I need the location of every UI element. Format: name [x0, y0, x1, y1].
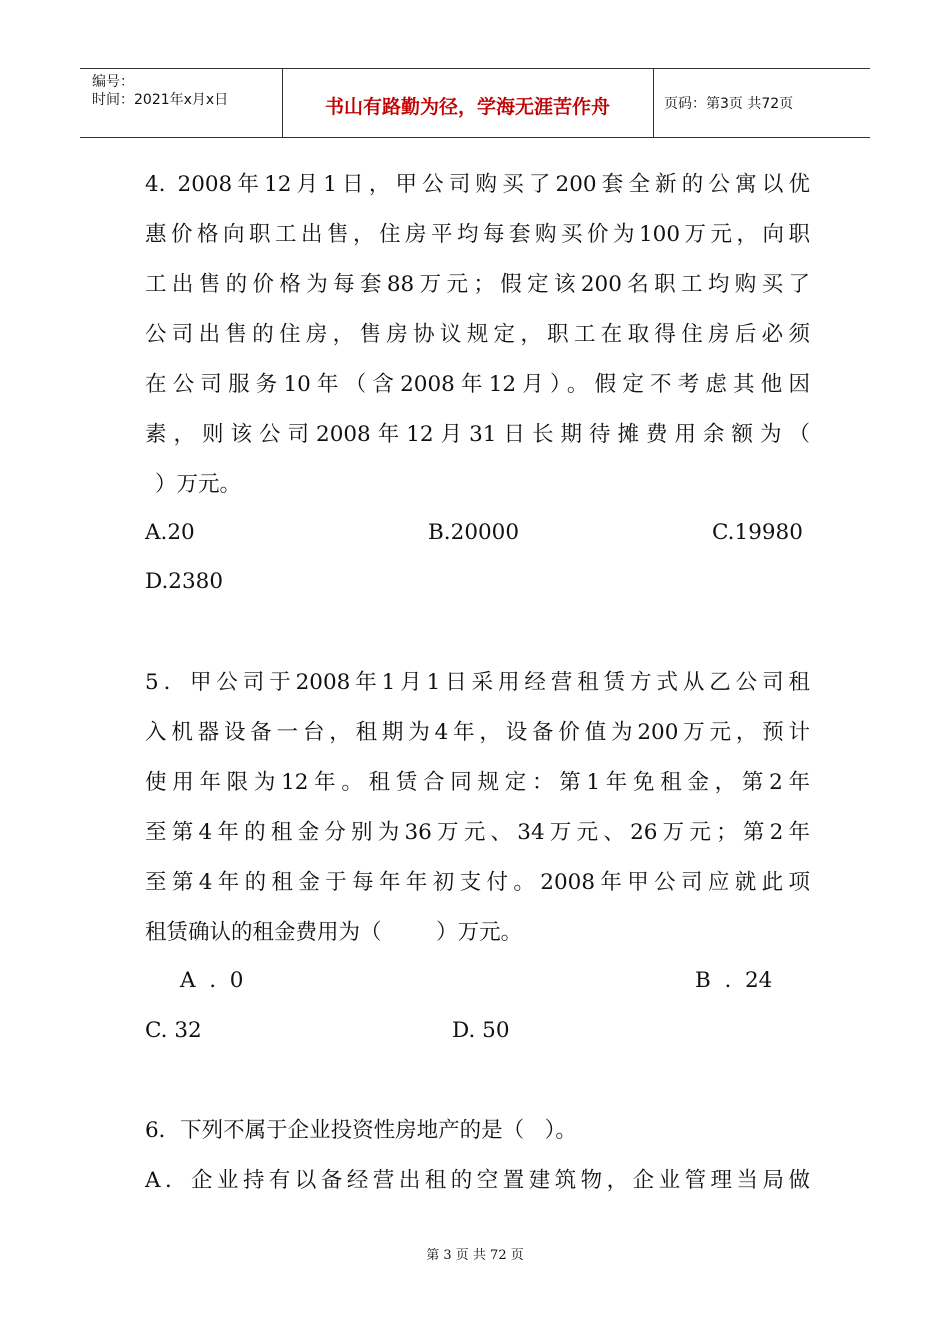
question-5-line: 至第4年的租金于每年年初支付。2008年甲公司应就此项 [145, 870, 810, 895]
question-5-option-b: B . 24 [695, 968, 773, 993]
question-4-line: 4. 2008年12月1日，甲公司购买了200套全新的公寓以优 [145, 172, 810, 197]
question-4-line: 公司出售的住房，售房协议规定，职工在取得住房后必须 [145, 322, 810, 347]
question-5-line: 使用年限为12年。租赁合同规定：第1年免租金，第2年 [145, 770, 810, 795]
document-header [80, 68, 870, 138]
question-4-line: 惠价格向职工出售，住房平均每套购买价为100万元，向职 [145, 222, 810, 247]
question-6-line: 6．下列不属于企业投资性房地产的是（ ）。 [145, 1118, 577, 1143]
question-4 [145, 160, 810, 510]
question-5-line: 入机器设备一台，租期为4年，设备价值为200万元，预计 [145, 720, 810, 745]
question-5-option-a: A . 0 [180, 968, 244, 993]
question-6-line: A．企业持有以备经营出租的空置建筑物，企业管理当局做 [145, 1168, 810, 1193]
question-4-option-a: A.20 [145, 520, 195, 545]
document-number-label: 编号： [92, 74, 134, 90]
question-5-line: 至第4年的租金分别为36万元、34万元、26万元；第2年 [145, 820, 810, 845]
question-5 [145, 658, 810, 958]
question-6 [145, 1106, 810, 1206]
question-4-option-d: D.2380 [145, 569, 224, 594]
header-meta-cell [80, 69, 283, 137]
question-5-option-c: C. 32 [145, 1018, 202, 1043]
question-4-line: ）万元。 [155, 472, 242, 497]
question-5-line: 5．甲公司于2008年1月1日采用经营租赁方式从乙公司租 [145, 670, 810, 695]
question-4-option-c: C.19980 [712, 520, 803, 545]
question-4-line: 工出售的价格为每套88万元；假定该200名职工均购买了 [145, 272, 810, 297]
question-4-option-b: B.20000 [428, 520, 520, 545]
page-footer: 第 3 页 共 72 页 [426, 1248, 524, 1263]
question-4-line: 在公司服务10年（含2008年12月）。假定不考虑其他因 [145, 372, 810, 397]
document-time-label: 时间：2021年x月x日 [92, 92, 229, 108]
question-4-line: 素，则该公司2008年12月31日长期待摊费用余额为（ [145, 422, 810, 447]
question-5-option-d: D. 50 [452, 1018, 510, 1043]
header-page-info: 页码：第3页 共72页 [664, 96, 794, 112]
header-motto: 书山有路勤为径，学海无涯苦作舟 [282, 69, 654, 137]
question-5-line: 租赁确认的租金费用为（ ）万元。 [145, 920, 523, 945]
